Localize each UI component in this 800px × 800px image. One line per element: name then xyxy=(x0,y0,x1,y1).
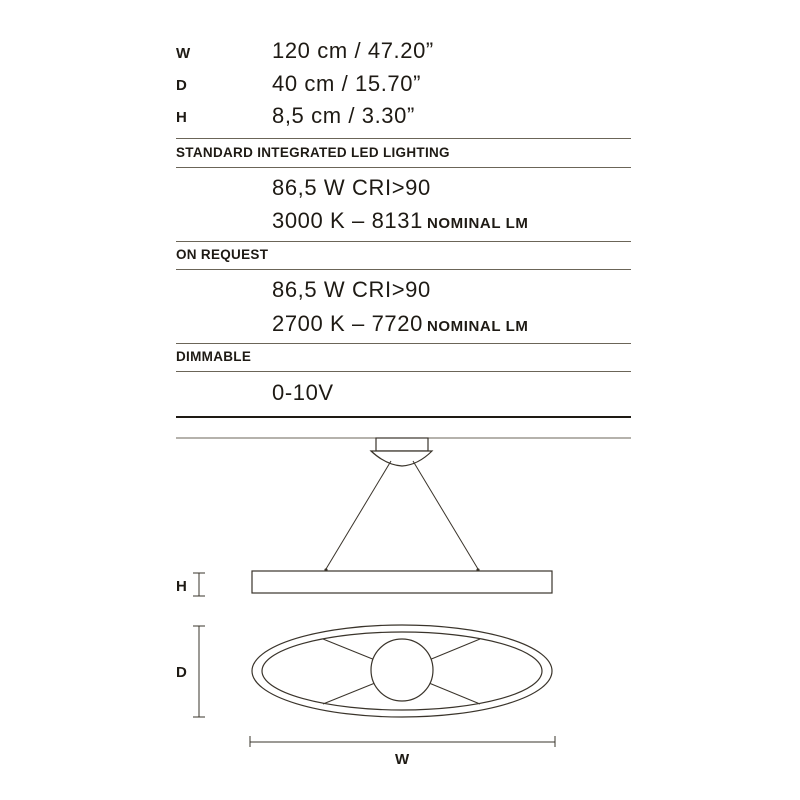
dimmable-value: 0-10V xyxy=(272,380,334,405)
standard-lumen-unit: NOMINAL LM xyxy=(426,215,529,232)
ring-side-view xyxy=(252,571,552,593)
central-hub xyxy=(371,639,433,701)
dimension-value-h: 8,5 cm / 3.30” xyxy=(272,103,415,128)
on-request-temperature-value: 2700 K – 7720 xyxy=(272,311,423,336)
suspension-wire-left xyxy=(326,461,391,569)
standard-temperature-value: 3000 K – 8131 xyxy=(272,208,423,233)
dimension-label-w: W xyxy=(176,45,191,62)
dimension-label-d: D xyxy=(176,77,188,94)
dimension-value-d: 40 cm / 15.70” xyxy=(272,71,422,96)
on-request-lumen-unit: NOMINAL LM xyxy=(426,318,529,335)
dimension-label-h: H xyxy=(176,109,188,126)
standard-lighting-heading: STANDARD INTEGRATED LED LIGHTING xyxy=(176,145,450,160)
suspension-wire-right xyxy=(413,461,478,569)
spoke-bottom-left xyxy=(323,683,375,704)
drawing-label-h: H xyxy=(176,578,187,595)
canopy-cup xyxy=(371,451,432,466)
drawing-label-d: D xyxy=(176,664,187,681)
drawing-label-w: W xyxy=(395,751,410,768)
spoke-top-right xyxy=(429,639,480,660)
dimmable-heading: DIMMABLE xyxy=(176,349,252,364)
standard-power-cri: 86,5 W CRI>90 xyxy=(272,175,431,200)
on-request-power-cri: 86,5 W CRI>90 xyxy=(272,277,431,302)
spoke-bottom-right xyxy=(429,683,480,704)
on-request-heading: ON REQUEST xyxy=(176,247,269,262)
spoke-top-left xyxy=(323,639,375,660)
ceiling-canopy xyxy=(376,438,428,451)
dimension-value-w: 120 cm / 47.20” xyxy=(272,38,434,63)
